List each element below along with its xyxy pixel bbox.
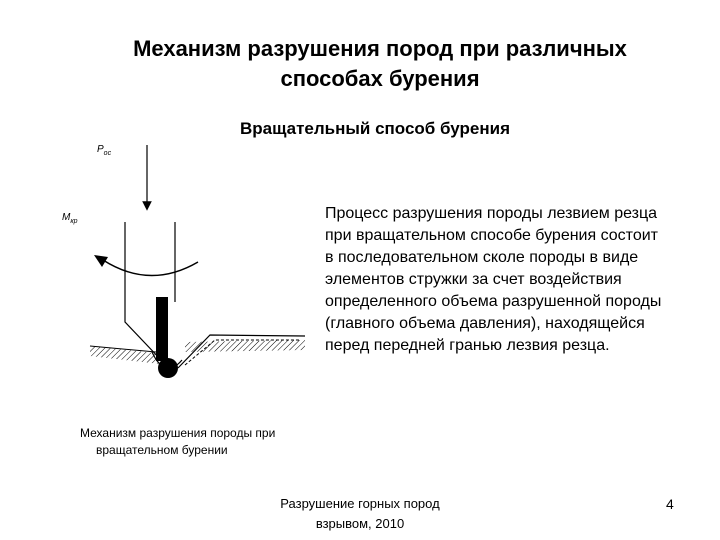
- footer-line1: Разрушение горных пород: [280, 496, 440, 511]
- slide-subtitle: Вращательный способ бурения: [239, 119, 511, 138]
- cutter-tip: [158, 358, 178, 378]
- footer-line2: взрывом, 2010: [315, 516, 405, 531]
- caption-line1: Механизм разрушения породы при: [80, 426, 276, 440]
- process-description: Процесс разрушения породы лезвием резца при вращательном способе бурения состоит в последовательном сколе породы в виде элементов стружки за счет воздействия определенного объема разрушенной породы (главного объема давления), находящейся перед передней гранью лезвия резца.: [325, 205, 662, 354]
- torque-label: $M_{кр}$: [62, 212, 78, 225]
- slide-title-line1: Механизм разрушения пород при различных: [133, 36, 627, 61]
- figure-caption: [80, 425, 320, 459]
- slide-footer: [250, 494, 470, 534]
- rotation-arrow: [103, 260, 198, 276]
- force-label: $P_{ос}$: [97, 144, 112, 157]
- slide-title-line2: способах бурения: [280, 66, 480, 91]
- caption-line2: вращательном бурении: [96, 443, 228, 457]
- page-number: 4: [666, 496, 674, 512]
- cutter-blade: [156, 297, 168, 361]
